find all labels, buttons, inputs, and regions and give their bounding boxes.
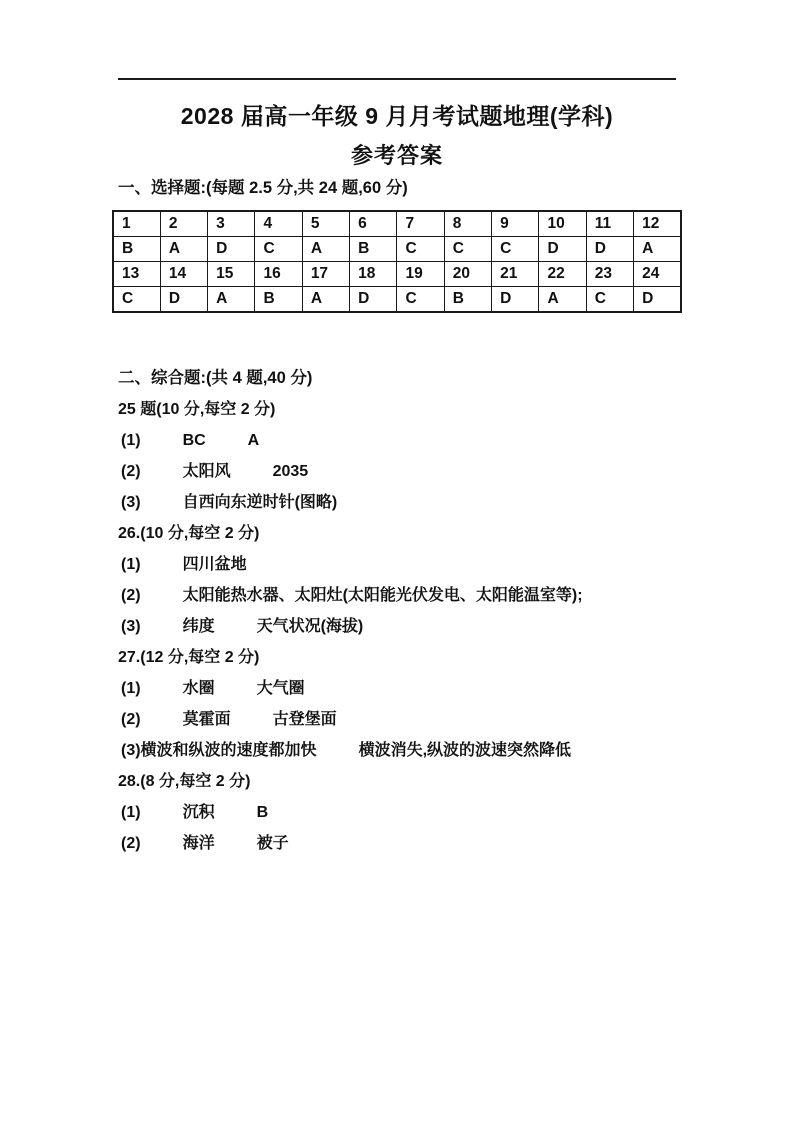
answer-segment: 自西向东逆时针(图略) bbox=[182, 494, 338, 511]
table-cell: A bbox=[634, 237, 681, 262]
answer-segment: (2) bbox=[121, 587, 141, 604]
answer-line bbox=[118, 797, 738, 828]
table-cell: 11 bbox=[586, 211, 633, 237]
answer-segment: (1) bbox=[121, 680, 141, 697]
section-one-heading: 一、选择题:(每题 2.5 分,共 24 题,60 分) bbox=[118, 179, 408, 197]
answer-segment: 莫霍面 bbox=[182, 711, 231, 728]
table-cell: 16 bbox=[255, 262, 302, 287]
answer-segment: 水圈 bbox=[182, 680, 215, 697]
table-cell: C bbox=[397, 287, 444, 313]
table-row bbox=[113, 262, 681, 287]
table-row bbox=[113, 237, 681, 262]
section-two-heading: 二、综合题:(共 4 题,40 分) bbox=[118, 369, 313, 387]
answer-segment: BC bbox=[182, 432, 206, 449]
answer-line bbox=[118, 549, 738, 580]
answer-segment: (3) bbox=[121, 494, 141, 511]
table-cell: A bbox=[539, 287, 586, 313]
table-cell: D bbox=[350, 287, 397, 313]
table-cell: 4 bbox=[255, 211, 302, 237]
table-cell: 24 bbox=[634, 262, 681, 287]
table-cell: A bbox=[208, 287, 255, 313]
answer-segment: B bbox=[256, 804, 269, 821]
table-cell: C bbox=[113, 287, 160, 313]
answer-segment: (1) bbox=[121, 432, 141, 449]
answer-segment: 海洋 bbox=[182, 835, 215, 852]
answer-table-body bbox=[113, 211, 681, 312]
page-title: 2028 届高一年级 9 月月考试题地理(学科) bbox=[180, 103, 614, 129]
answer-segment: (1) bbox=[121, 556, 141, 573]
answer-line bbox=[118, 611, 738, 642]
answer-segment: 被子 bbox=[256, 835, 289, 852]
table-cell: D bbox=[634, 287, 681, 313]
table-cell: 7 bbox=[397, 211, 444, 237]
answer-segment: 太阳能热水器、太阳灶(太阳能光伏发电、太阳能温室等); bbox=[182, 587, 583, 604]
table-cell: 22 bbox=[539, 262, 586, 287]
table-cell: 15 bbox=[208, 262, 255, 287]
answer-line bbox=[118, 704, 738, 735]
answer-segment: 古登堡面 bbox=[272, 711, 337, 728]
answer-segment: (3) bbox=[121, 618, 141, 635]
answer-segment: 2035 bbox=[272, 463, 309, 480]
answer-segment: 太阳风 bbox=[182, 463, 231, 480]
table-cell: 10 bbox=[539, 211, 586, 237]
table-cell: D bbox=[586, 237, 633, 262]
answer-segment: (2) bbox=[121, 463, 141, 480]
answer-line bbox=[118, 487, 738, 518]
table-cell: 23 bbox=[586, 262, 633, 287]
table-cell: 6 bbox=[350, 211, 397, 237]
table-cell: 13 bbox=[113, 262, 160, 287]
table-cell: 14 bbox=[160, 262, 207, 287]
table-cell: D bbox=[492, 287, 539, 313]
table-cell: B bbox=[444, 287, 491, 313]
table-cell: D bbox=[539, 237, 586, 262]
table-cell: 1 bbox=[113, 211, 160, 237]
answer-segment: (1) bbox=[121, 804, 141, 821]
answer-line bbox=[118, 580, 738, 611]
answer-segment: 横波消失,纵波的波速突然降低 bbox=[358, 742, 572, 759]
answer-segment: (2) bbox=[121, 835, 141, 852]
answer-line bbox=[118, 673, 738, 704]
table-cell: B bbox=[113, 237, 160, 262]
table-cell: 5 bbox=[302, 211, 349, 237]
table-cell: A bbox=[160, 237, 207, 262]
page-subtitle: 参考答案 bbox=[350, 143, 443, 168]
questions-container bbox=[118, 394, 738, 859]
section-two bbox=[118, 363, 738, 859]
table-cell: B bbox=[255, 287, 302, 313]
table-row bbox=[113, 211, 681, 237]
table-cell: C bbox=[586, 287, 633, 313]
answer-line bbox=[118, 456, 738, 487]
table-cell: C bbox=[255, 237, 302, 262]
table-cell: D bbox=[160, 287, 207, 313]
table-cell: 2 bbox=[160, 211, 207, 237]
question-heading: 27.(12 分,每空 2 分) bbox=[118, 649, 260, 666]
table-cell: 9 bbox=[492, 211, 539, 237]
table-cell: A bbox=[302, 287, 349, 313]
table-cell: 18 bbox=[350, 262, 397, 287]
table-cell: A bbox=[302, 237, 349, 262]
table-cell: 19 bbox=[397, 262, 444, 287]
table-cell: 3 bbox=[208, 211, 255, 237]
answer-segment: 天气状况(海拔) bbox=[256, 618, 364, 635]
question-heading: 25 题(10 分,每空 2 分) bbox=[118, 401, 276, 418]
answer-line bbox=[118, 828, 738, 859]
table-cell: 21 bbox=[492, 262, 539, 287]
table-cell: C bbox=[397, 237, 444, 262]
answer-line bbox=[118, 425, 738, 456]
answer-line bbox=[118, 735, 738, 766]
answer-segment: (2) bbox=[121, 711, 141, 728]
header-rule bbox=[118, 78, 676, 80]
table-cell: C bbox=[492, 237, 539, 262]
answer-segment: A bbox=[247, 432, 260, 449]
table-cell: B bbox=[350, 237, 397, 262]
question-heading: 26.(10 分,每空 2 分) bbox=[118, 525, 260, 542]
answer-segment: (3)横波和纵波的速度都加快 bbox=[121, 742, 317, 759]
table-cell: 12 bbox=[634, 211, 681, 237]
table-cell: 8 bbox=[444, 211, 491, 237]
table-row bbox=[113, 287, 681, 313]
question-heading: 28.(8 分,每空 2 分) bbox=[118, 773, 251, 790]
table-cell: D bbox=[208, 237, 255, 262]
answer-segment: 大气圈 bbox=[256, 680, 305, 697]
answer-segment: 纬度 bbox=[182, 618, 215, 635]
table-cell: 20 bbox=[444, 262, 491, 287]
answer-segment: 沉积 bbox=[182, 804, 215, 821]
answer-segment: 四川盆地 bbox=[182, 556, 247, 573]
table-cell: 17 bbox=[302, 262, 349, 287]
table-cell: C bbox=[444, 237, 491, 262]
answer-table bbox=[112, 210, 682, 313]
